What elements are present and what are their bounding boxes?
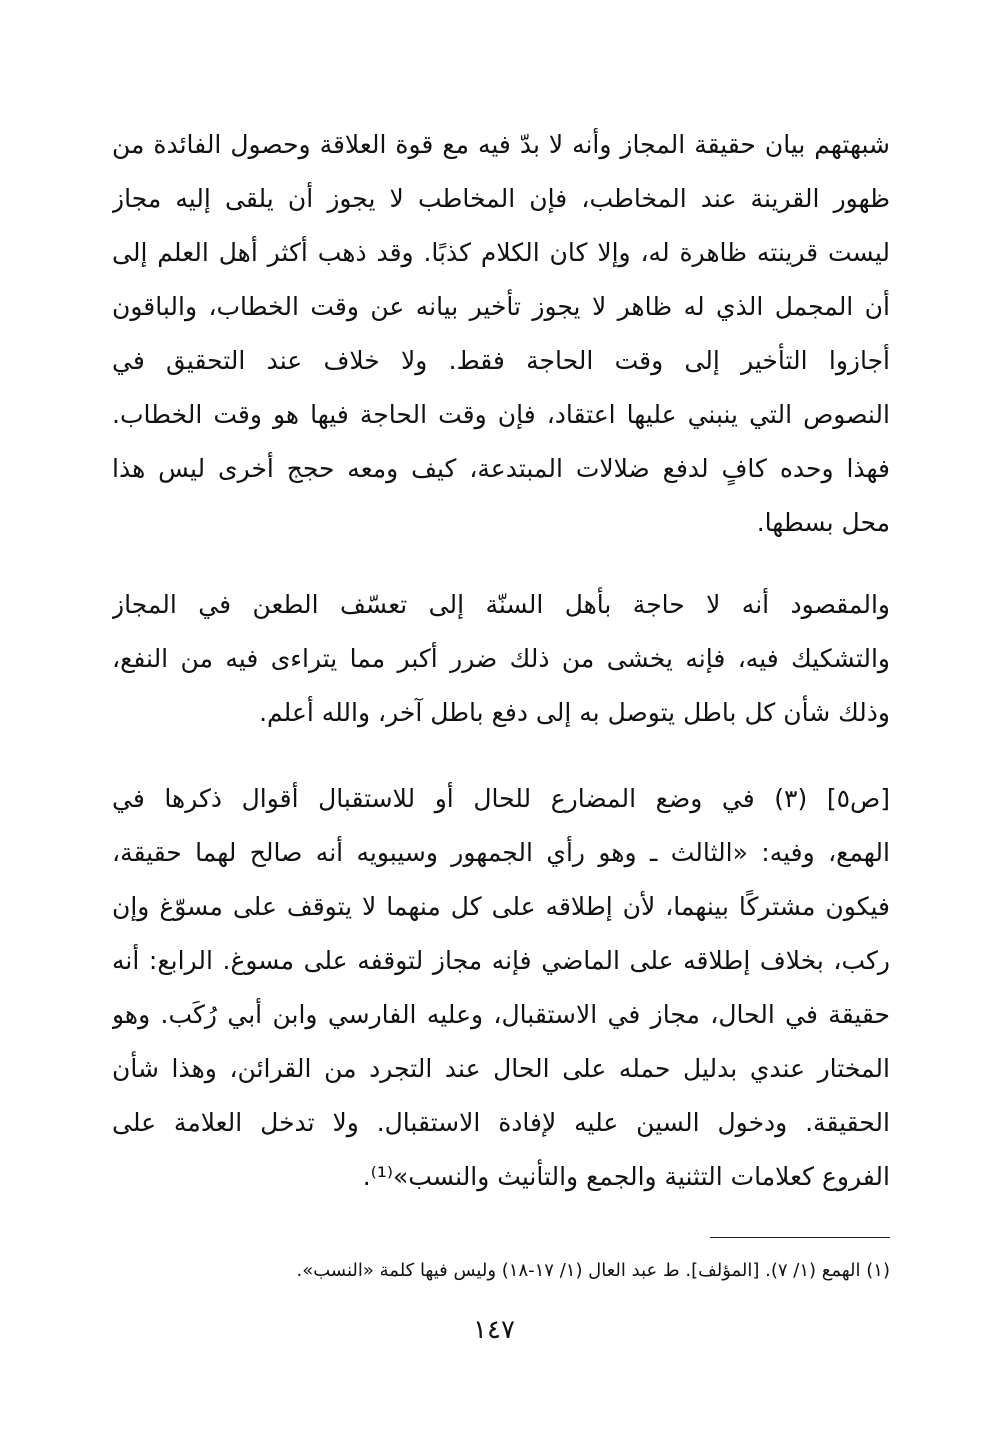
text-line: والتشكيك فيه، فإنه يخشى من ذلك ضرر أكبر مما يتراءى فيه من النفع،: [112, 644, 890, 673]
text-line: الحقيقة. ودخول السين عليه لإفادة الاستقبال. ولا تدخل العلامة على: [112, 1108, 890, 1137]
text-line: ركب، بخلاف إطلاقه على الماضي فإنه مجاز لتوقفه على مسوغ. الرابع: أنه: [112, 946, 890, 975]
footnote: (١) الهمع (١/ ٧). [المؤلف]. ط عبد العال (١/ ١٧-١٨) وليس فيها كلمة «النسب».: [296, 1260, 890, 1281]
text-line: الفروع كعلامات التثنية والجمع والتأنيث والنسب»⁽¹⁾.: [362, 1162, 890, 1191]
text-line: فيكون مشتركًا بينهما، لأن إطلاقه على كل منهما لا يتوقف على مسوّغ وإن: [112, 892, 890, 921]
text-line: شبهتهم بيان حقيقة المجاز وأنه لا بدّ فيه مع قوة العلاقة وحصول الفائدة من: [112, 130, 890, 159]
text-line: [ص٥] (٣) في وضع المضارع للحال أو للاستقبال أقوال ذكرها في: [112, 784, 890, 813]
text-line: وذلك شأن كل باطل يتوصل به إلى دفع باطل آخر، والله أعلم.: [259, 698, 890, 727]
footnote-divider: [710, 1237, 890, 1238]
page-number: ١٤٧: [473, 1315, 515, 1345]
text-line: محل بسطها.: [756, 508, 890, 537]
text-line: المختار عندي بدليل حمله على الحال عند التجرد من القرائن، وهذا شأن: [112, 1054, 890, 1083]
text-line: أجازوا التأخير إلى وقت الحاجة فقط. ولا خلاف عند التحقيق في: [112, 346, 890, 375]
text-line: أن المجمل الذي له ظاهر لا يجوز تأخير بيانه عن وقت الخطاب، والباقون: [112, 292, 890, 321]
text-line: حقيقة في الحال، مجاز في الاستقبال، وعليه الفارسي وابن أبي رُكَب. وهو: [112, 1000, 890, 1029]
paragraph-2: [112, 578, 890, 740]
text-line: النصوص التي ينبني عليها اعتقاد، فإن وقت الحاجة فيها هو وقت الخطاب.: [112, 400, 890, 429]
text-line: والمقصود أنه لا حاجة بأهل السنّة إلى تعسّف الطعن في المجاز: [112, 590, 890, 619]
text-line: ليست قرينته ظاهرة له، وإلا كان الكلام كذبًا. وقد ذهب أكثر أهل العلم إلى: [112, 238, 890, 267]
text-line: فهذا وحده كافٍ لدفع ضلالات المبتدعة، كيف ومعه حجج أخرى ليس هذا: [112, 454, 890, 483]
paragraph-3: [112, 772, 890, 1204]
text-line: ظهور القرينة عند المخاطب، فإن المخاطب لا يجوز أن يلقى إليه مجاز: [112, 184, 890, 213]
text-line: الهمع، وفيه: «الثالث ـ وهو رأي الجمهور وسيبويه أنه صالح لهما حقيقة،: [112, 838, 890, 867]
paragraph-1: [112, 118, 890, 550]
